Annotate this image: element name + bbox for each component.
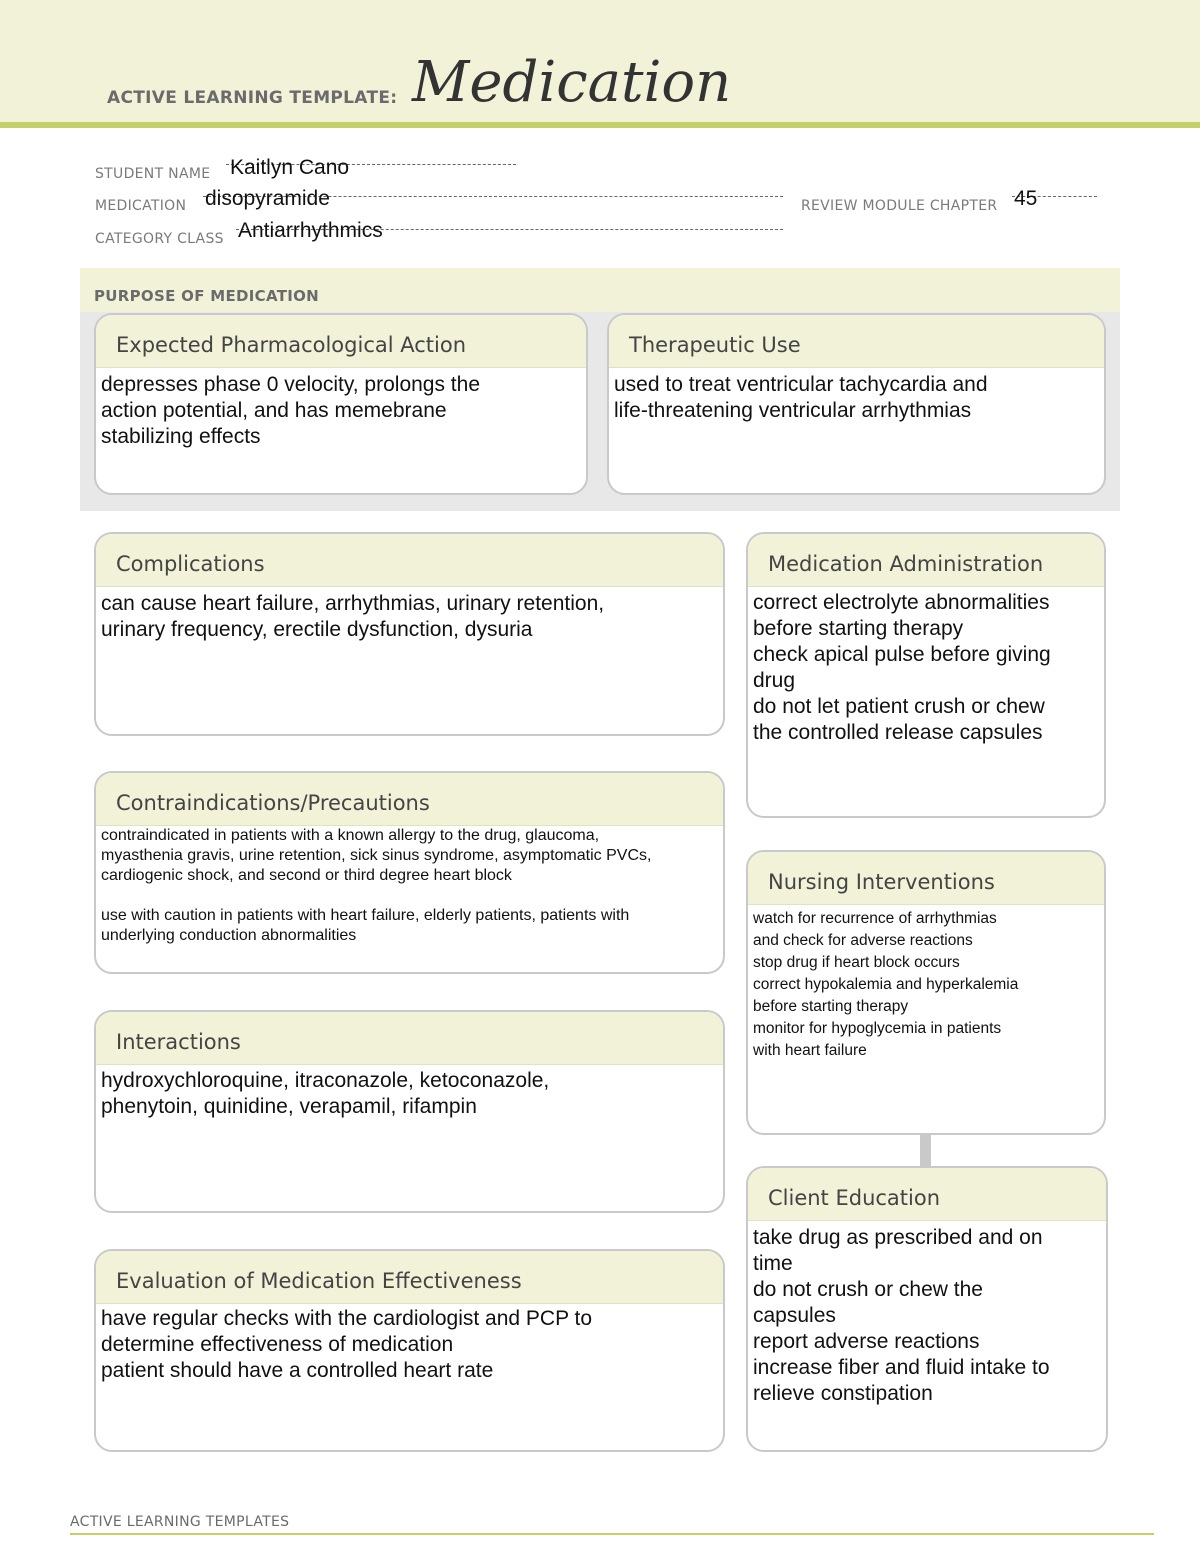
- category-class-field[interactable]: Antiarrhythmics: [238, 219, 383, 242]
- client-education-title: Client Education: [768, 1186, 941, 1210]
- student-name-field[interactable]: Kaitlyn Cano: [230, 156, 350, 179]
- template-title: Medication: [412, 50, 732, 115]
- purpose-label: PURPOSE OF MEDICATION: [94, 287, 320, 305]
- contraindications-card: [94, 771, 725, 974]
- complications-text[interactable]: can cause heart failure, arrhythmias, urinary retention, urinary frequency, erectile dysfunction, dysuria: [101, 592, 605, 641]
- medication-label: MEDICATION: [95, 198, 187, 214]
- evaluation-title: Evaluation of Medication Effectiveness: [116, 1269, 522, 1293]
- review-module-label: REVIEW MODULE CHAPTER: [801, 198, 998, 214]
- nursing-interventions-title: Nursing Interventions: [768, 870, 995, 894]
- expected-action-text[interactable]: depresses phase 0 velocity, prolongs the action potential, and has memebrane stabilizing effects: [101, 373, 481, 448]
- nursing-interventions-text[interactable]: watch for recurrence of arrhythmias and check for adverse reactions stop drug if heart block occurs correct hypokalemia and hyperkalemia before starting therapy monitor for hypoglycemia in patients with heart failure: [753, 910, 1019, 1059]
- category-class-label: CATEGORY CLASS: [95, 231, 224, 247]
- administration-title: Medication Administration: [768, 552, 1044, 576]
- complications-card: [94, 532, 725, 736]
- evaluation-text[interactable]: have regular checks with the cardiologist and PCP to determine effectiveness of medication patient should have a controlled heart rate: [101, 1307, 593, 1382]
- client-education-text[interactable]: take drug as prescribed and on time do not crush or chew the capsules report adverse reactions increase fiber and fluid intake to relieve constipation: [753, 1226, 1050, 1405]
- nursing-interventions-card: [746, 850, 1106, 1135]
- interactions-card: [94, 1010, 725, 1213]
- connector-bar: [920, 1134, 931, 1166]
- expected-action-card: [94, 313, 588, 495]
- therapeutic-use-text[interactable]: used to treat ventricular tachycardia and life-threatening ventricular arrhythmias: [614, 373, 988, 422]
- contraindications-title: Contraindications/Precautions: [116, 791, 430, 815]
- template-label: ACTIVE LEARNING TEMPLATE:: [107, 88, 398, 108]
- header-rule: [0, 122, 1200, 128]
- interactions-text[interactable]: hydroxychloroquine, itraconazole, ketoconazole, phenytoin, quinidine, verapamil, rifampin: [101, 1069, 550, 1118]
- medication-field[interactable]: disopyramide: [205, 187, 330, 210]
- administration-text[interactable]: correct electrolyte abnormalities before starting therapy check apical pulse before giving drug do not let patient crush or chew the controlled release capsules: [753, 591, 1051, 744]
- footer-label: ACTIVE LEARNING TEMPLATES: [70, 1514, 290, 1530]
- therapeutic-use-title: Therapeutic Use: [629, 333, 801, 357]
- evaluation-card: [94, 1249, 725, 1452]
- footer-rule: [70, 1533, 1154, 1535]
- contraindications-text[interactable]: contraindicated in patients with a known allergy to the drug, glaucoma, myasthenia gravis, urine retention, sick sinus syndrome, asymptomatic PVCs, cardiogenic shock, and second or third degree heart block use with caution in patients with heart failure, elderly patients, patients with underlying conduction abnormalities: [101, 827, 652, 944]
- student-name-label: STUDENT NAME: [95, 166, 211, 182]
- complications-title: Complications: [116, 552, 265, 576]
- expected-action-title: Expected Pharmacological Action: [116, 333, 467, 357]
- therapeutic-use-card: [607, 313, 1106, 495]
- review-module-field[interactable]: 45: [1014, 187, 1038, 210]
- administration-card: [746, 532, 1106, 818]
- interactions-title: Interactions: [116, 1030, 241, 1054]
- client-education-card: [746, 1166, 1108, 1452]
